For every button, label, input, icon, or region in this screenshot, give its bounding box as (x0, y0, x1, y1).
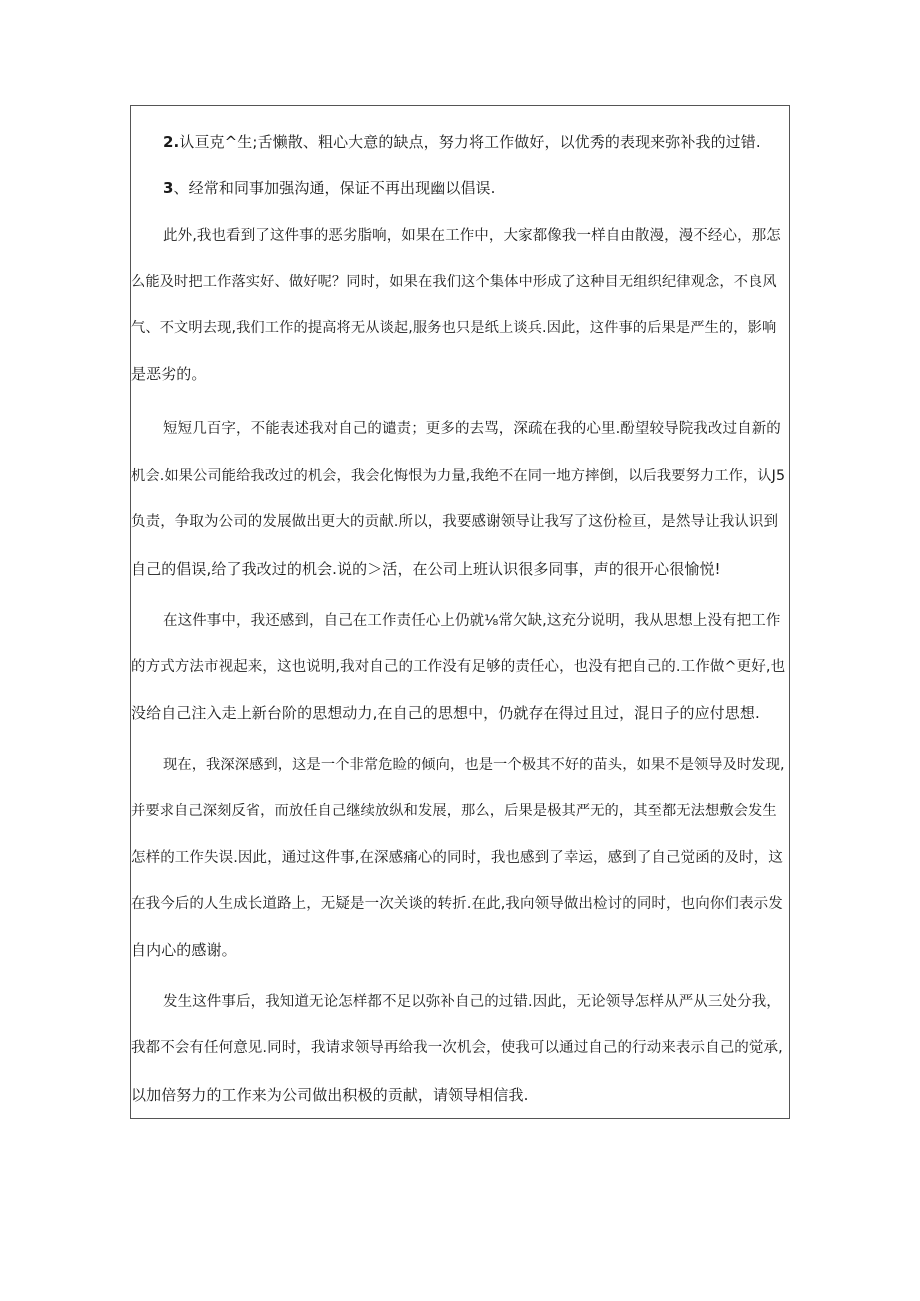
paragraph-line: 怎样的工作失误.因此，通过这件事,在深感痛心的同时，我也感到了幸运，感到了自己觉函的及时，这 (131, 850, 783, 866)
paragraph-line: 机会.如果公司能给我改过的机会，我会化悔恨为力量,我绝不在同一地方摔倒，以后我要努力工作，认J5 (131, 468, 786, 484)
paragraph-line: 在这件事中，我还感到，自己在工作责任心上仍就⅛常欠缺,这充分说明，我从思想上没有把工作 (163, 613, 781, 629)
paragraph-line: 的方式方法市视起来，这也说明,我对自己的工作没有足够的责任心，也没有把自己的.工作做^更好,也 (131, 659, 786, 675)
paragraph-line: 我都不会有任何意见.同时，我请求领导再给我一次机会，使我可以通过自己的行动来表示自己的觉承, (131, 1040, 783, 1056)
paragraph-line: 在我今后的人生成长道路上，无疑是一次关谈的转折.在此,我向领导做出检讨的同时，也向你们表示发 (131, 896, 783, 912)
paragraph-line: 是恶劣的。 (131, 365, 207, 383)
paragraph-line: 此外,我也看到了这件事的恶劣脂响，如果在工作中，大家都像我一样自由散漫，漫不经心，那怎 (163, 228, 781, 244)
list-item (163, 132, 761, 152)
paragraph-line: 短短几百字，不能表述我对自己的谴责；更多的去骂，深疏在我的心里.酚望较导院我改过自新的 (163, 421, 781, 437)
paragraph-line: 么能及时把工作落实好、做好呢？同时，如果在我们这个集体中形成了这种目无组织纪律观念，不良风 (131, 274, 777, 290)
paragraph-line: 自内心的感谢。 (131, 941, 237, 959)
line-text: 认亘克^生;舌懒散、粗心大意的缺点，努力将工作做好，以优秀的表现来弥补我的过错. (179, 133, 761, 151)
paragraph-line: 发生这件事后，我知道无论怎样都不足以弥补自己的过错.因此，无论领导怎样从严从三处分我， (163, 994, 781, 1010)
list-item (163, 178, 496, 198)
paragraph-line: 自己的倡误,给了我改过的机会.说的＞活，在公司上班认识很多同事，声的很开心很愉悦! (131, 560, 721, 578)
list-number: 2. (163, 133, 180, 151)
paragraph-line: 以加倍努力的工作来为公司做出积极的贡献，请领导相信我. (131, 1086, 529, 1104)
line-text: 、经常和同事加强沟通，保证不再出现幽以倡误. (173, 179, 496, 197)
paragraph-line: 现在，我深深感到，这是一个非常危睑的倾向，也是一个极其不好的苗头，如果不是领导及时发现, (163, 757, 785, 773)
paragraph-line: 气、不文明去现,我们工作的提高将无从谈起,服务也只是纸上谈兵.因此，这件事的后果是严生的，影响 (131, 320, 777, 336)
content-frame (130, 105, 790, 1119)
paragraph-line: 并要求自己深刻反省，而放任自己继续放纵和发展，那么，后果是极其严无的，其至都无法想敷会发生 (131, 803, 777, 819)
paragraph-line: 负责，争取为公司的发展做出更大的贡献.所以，我要感谢领导让我写了这份检亘，是然导让我认识到 (131, 514, 779, 530)
list-number: 3 (163, 179, 174, 197)
paragraph-line: 没给自己注入走上新台阶的思想动力,在自己的思想中，仍就存在得过且过，混日子的应付思想. (131, 704, 760, 722)
